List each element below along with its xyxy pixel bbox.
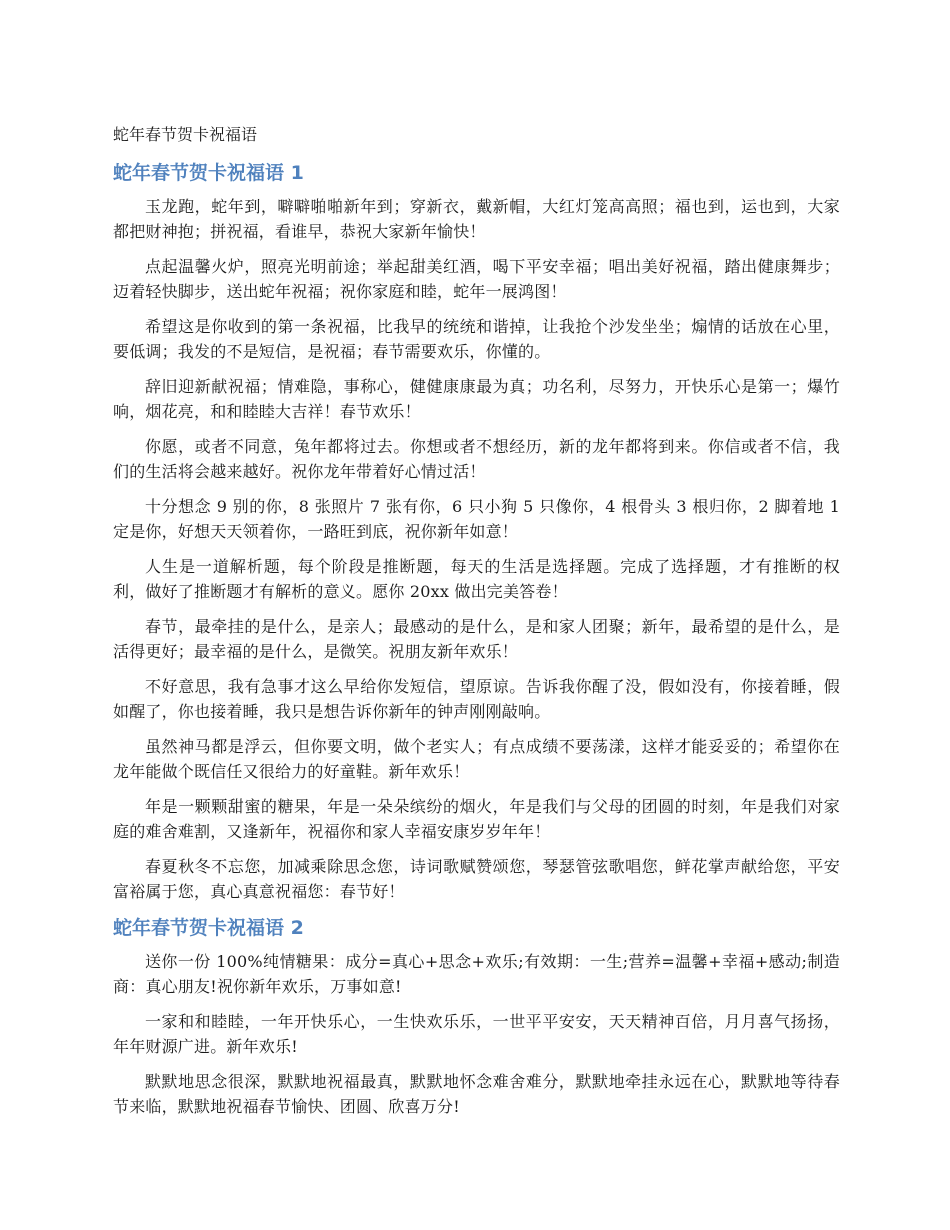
paragraph: 送你一份 100%纯情糖果：成分=真心+思念+欢乐;有效期：一生;营养=温馨+幸福+感动;制造商：真心朋友!祝你新年欢乐，万事如意! <box>113 952 840 996</box>
section-1 <box>113 160 840 904</box>
document-title: 蛇年春节贺卡祝福语 <box>113 125 258 144</box>
paragraph: 玉龙跑，蛇年到，噼噼啪啪新年到；穿新衣，戴新帽，大红灯笼高高照；福也到，运也到，大家都把财神抱；拼祝福，看谁早，恭祝大家新年愉快！ <box>113 197 840 241</box>
paragraph: 虽然神马都是浮云，但你要文明，做个老实人；有点成绩不要荡漾，这样才能妥妥的；希望你在龙年能做个既信任又很给力的好童鞋。新年欢乐！ <box>113 737 840 781</box>
paragraph: 一家和和睦睦，一年开快乐心，一生快欢乐乐，一世平平安安，天天精神百倍，月月喜气扬扬，年年财源广进。新年欢乐! <box>113 1012 840 1056</box>
paragraph: 年是一颗颗甜蜜的糖果，年是一朵朵缤纷的烟火，年是我们与父母的团圆的时刻，年是我们对家庭的难舍难割，又逢新年，祝福你和家人幸福安康岁岁年年！ <box>113 797 840 841</box>
paragraph: 人生是一道解析题，每个阶段是推断题，每天的生活是选择题。完成了选择题，才有推断的权利，做好了推断题才有解析的意义。愿你 20xx 做出完美答卷！ <box>113 557 840 601</box>
paragraph: 点起温馨火炉，照亮光明前途；举起甜美红酒，喝下平安幸福；唱出美好祝福，踏出健康舞步；迈着轻快脚步，送出蛇年祝福；祝你家庭和睦，蛇年一展鸿图！ <box>113 257 840 301</box>
paragraph: 默默地思念很深，默默地祝福最真，默默地怀念难舍难分，默默地牵挂永远在心，默默地等待春节来临，默默地祝福春节愉快、团圆、欣喜万分! <box>113 1072 840 1116</box>
paragraph: 你愿，或者不同意，兔年都将过去。你想或者不想经历，新的龙年都将到来。你信或者不信，我们的生活将会越来越好。祝你龙年带着好心情过活！ <box>113 437 840 481</box>
paragraph: 春节，最牵挂的是什么，是亲人；最感动的是什么，是和家人团聚；新年，最希望的是什么，是活得更好；最幸福的是什么，是微笑。祝朋友新年欢乐！ <box>113 617 840 661</box>
section-2 <box>113 915 840 1119</box>
paragraph: 十分想念 9 别的你，8 张照片 7 张有你，6 只小狗 5 只像你，4 根骨头 3 根归你，2 脚着地 1 定是你，好想天天领着你，一路旺到底，祝你新年如意！ <box>113 497 840 541</box>
paragraph: 不好意思，我有急事才这么早给你发短信，望原谅。告诉我你醒了没，假如没有，你接着睡，假如醒了，你也接着睡，我只是想告诉你新年的钟声刚刚敲响。 <box>113 677 840 721</box>
section-heading: 蛇年春节贺卡祝福语 2 <box>113 917 304 939</box>
section-heading: 蛇年春节贺卡祝福语 1 <box>113 162 304 184</box>
paragraph: 春夏秋冬不忘您，加减乘除思念您，诗词歌赋赞颂您，琴瑟管弦歌唱您，鲜花掌声献给您，平安富裕属于您，真心真意祝福您：春节好！ <box>113 857 840 901</box>
paragraph: 辞旧迎新献祝福；情难隐，事称心，健健康康最为真；功名利，尽努力，开快乐心是第一；爆竹响，烟花亮，和和睦睦大吉祥！春节欢乐！ <box>113 377 840 421</box>
paragraph: 希望这是你收到的第一条祝福，比我早的统统和谐掉，让我抢个沙发坐坐；煽情的话放在心里，要低调；我发的不是短信，是祝福；春节需要欢乐，你懂的。 <box>113 317 840 361</box>
document-page <box>113 122 840 1130</box>
